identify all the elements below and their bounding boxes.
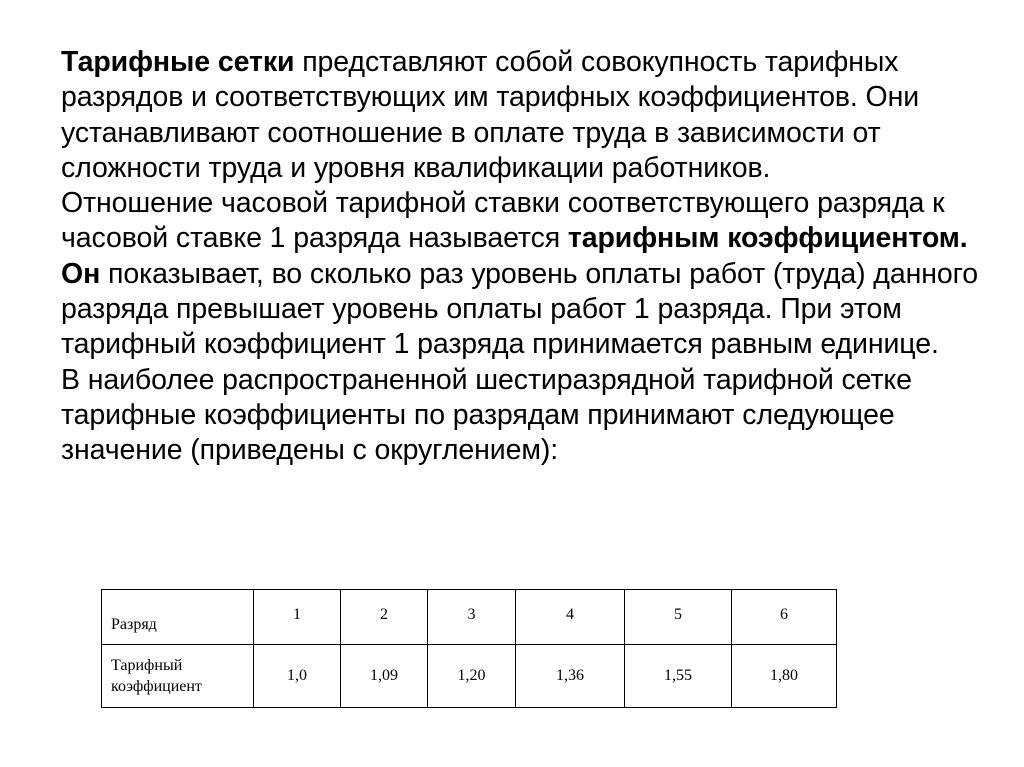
table-row-coefficients (102, 645, 837, 708)
coefficient-cell: 1,09 (341, 645, 428, 708)
rank-cell: 4 (516, 590, 625, 645)
paragraph-tariff-grids (61, 45, 991, 186)
table-row-ranks (102, 590, 837, 645)
paragraph-coefficient-text-before: Отношение часовой тарифной ставки соответствующего разряда к часовой ставке 1 разряда называется (61, 187, 945, 255)
rank-cell: 3 (428, 590, 516, 645)
coefficient-header-cell (102, 645, 254, 708)
rank-header-cell: Разряд (102, 590, 254, 645)
coefficient-cell: 1,80 (732, 645, 837, 708)
rank-cell: 5 (625, 590, 732, 645)
paragraph-tariff-coefficient (61, 186, 991, 362)
paragraph-tariff-grids-text: представляют собой совокупность тарифных разрядов и соответствующих им тарифных коэффициентов. Они устанавливают соотношение в оплате труда в зависимости от сложности труда и уровня квалификации работников. (61, 46, 920, 184)
tariff-coefficient-table (101, 589, 837, 708)
coefficient-header-line1: Тарифный (111, 657, 183, 674)
coefficient-cell: 1,0 (254, 645, 341, 708)
paragraph-six-rank-grid: В наиболее распространенной шестиразрядной тарифной сетке тарифные коэффициенты по разрядам принимают следующее значение (приведены с округлением): (61, 363, 912, 467)
coefficient-header-line2: коэффициент (111, 678, 202, 695)
rank-cell: 2 (341, 590, 428, 645)
coefficient-cell: 1,36 (516, 645, 625, 708)
rank-cell: 6 (732, 590, 837, 645)
rank-cell: 1 (254, 590, 341, 645)
coefficient-cell: 1,55 (625, 645, 732, 708)
paragraph-coefficient-text-after: показывает, во сколько раз уровень оплаты работ (труда) данного разряда превышает уровень оплаты работ 1 разряда. При этом тарифный коэффициент 1 разряда принимается равным единице. (61, 257, 979, 361)
term-tariff-grids: Тарифные сетки (61, 46, 295, 78)
term-tariff-coefficient: тарифным коэффициентом. Он (61, 222, 968, 290)
coefficient-cell: 1,20 (428, 645, 516, 708)
slide-body-text (61, 45, 991, 469)
